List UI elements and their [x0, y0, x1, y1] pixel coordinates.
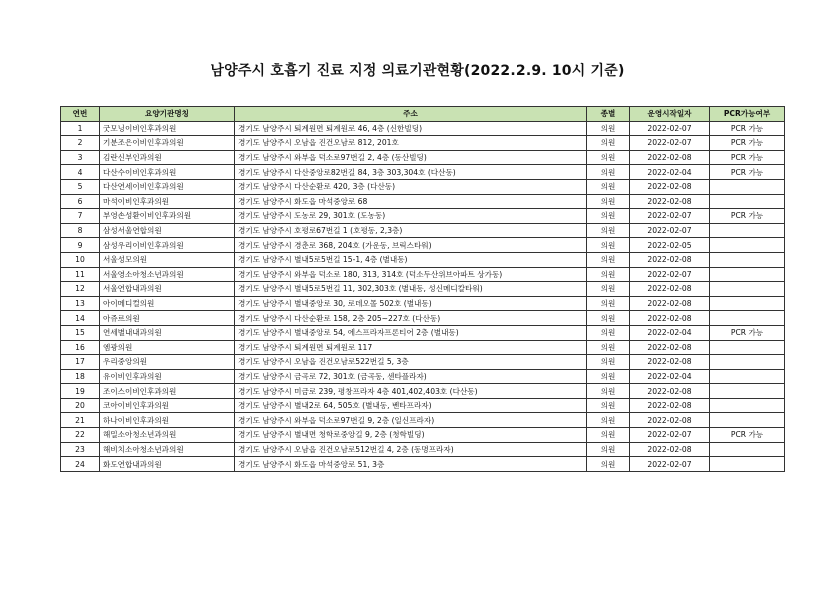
table-row [61, 457, 785, 472]
row-number: 19 [61, 384, 100, 399]
table-row [61, 311, 785, 326]
pcr-status: PCR 가능 [710, 121, 785, 136]
row-number: 6 [61, 194, 100, 209]
clinic-name: 조이스이비인후과의원 [100, 384, 235, 399]
start-date: 2022-02-08 [630, 296, 710, 311]
start-date: 2022-02-07 [630, 457, 710, 472]
document-title: 남양주시 호흡기 진료 지정 의료기관현황(2022.2.9. 10시 기준) [210, 63, 625, 79]
pcr-status: PCR 가능 [710, 325, 785, 340]
clinic-type: 의원 [587, 325, 630, 340]
clinic-address: 경기도 남양주시 다산순환로 420, 3층 (다산동) [235, 179, 587, 194]
table-header-row [61, 107, 785, 122]
table-body [61, 121, 785, 471]
clinic-type: 의원 [587, 311, 630, 326]
row-number: 9 [61, 238, 100, 253]
clinic-address: 경기도 남양주시 다산중앙로82번길 84, 3층 303,304호 (다산동) [235, 165, 587, 180]
pcr-status [710, 413, 785, 428]
table-row [61, 209, 785, 224]
table-row [61, 398, 785, 413]
clinic-address: 경기도 남양주시 별내2로 64, 505호 (별내동, 벤타프라자) [235, 398, 587, 413]
clinic-name: 서울영소아청소년과의원 [100, 267, 235, 282]
row-number: 17 [61, 355, 100, 370]
row-number: 11 [61, 267, 100, 282]
clinic-name: 유이비인후과의원 [100, 369, 235, 384]
clinic-address: 경기도 남양주시 와부읍 덕소로97번길 9, 2층 (일신프라자) [235, 413, 587, 428]
start-date: 2022-02-05 [630, 238, 710, 253]
clinic-type: 의원 [587, 223, 630, 238]
start-date: 2022-02-08 [630, 355, 710, 370]
start-date: 2022-02-08 [630, 413, 710, 428]
clinic-name: 코아이비인후과의원 [100, 398, 235, 413]
clinic-name: 연세별내내과의원 [100, 325, 235, 340]
row-number: 23 [61, 442, 100, 457]
header-start-date: 운영시작일자 [630, 107, 710, 122]
pcr-status [710, 457, 785, 472]
table-row [61, 384, 785, 399]
clinic-type: 의원 [587, 209, 630, 224]
clinic-table [60, 106, 785, 472]
clinic-type: 의원 [587, 384, 630, 399]
clinic-name: 다산연세이비인후과의원 [100, 179, 235, 194]
pcr-status: PCR 가능 [710, 428, 785, 443]
header-number: 연번 [61, 107, 100, 122]
row-number: 10 [61, 252, 100, 267]
table-row [61, 179, 785, 194]
pcr-status [710, 311, 785, 326]
row-number: 2 [61, 136, 100, 151]
start-date: 2022-02-08 [630, 340, 710, 355]
start-date: 2022-02-08 [630, 179, 710, 194]
table-row [61, 194, 785, 209]
clinic-name: 굿모닝이비인후과의원 [100, 121, 235, 136]
table-row [61, 355, 785, 370]
pcr-status [710, 296, 785, 311]
clinic-name: 김란신부인과의원 [100, 150, 235, 165]
start-date: 2022-02-08 [630, 194, 710, 209]
clinic-type: 의원 [587, 165, 630, 180]
row-number: 8 [61, 223, 100, 238]
clinic-type: 의원 [587, 355, 630, 370]
table-row [61, 238, 785, 253]
table-row [61, 442, 785, 457]
start-date: 2022-02-07 [630, 209, 710, 224]
clinic-address: 경기도 남양주시 화도읍 마석중앙로 68 [235, 194, 587, 209]
table-row [61, 136, 785, 151]
table-row [61, 121, 785, 136]
table-row [61, 223, 785, 238]
pcr-status [710, 355, 785, 370]
pcr-status: PCR 가능 [710, 165, 785, 180]
row-number: 18 [61, 369, 100, 384]
header-clinic-name: 요양기관명칭 [100, 107, 235, 122]
clinic-address: 경기도 남양주시 별내중앙로 54, 에스프라자프론티어 2층 (별내동) [235, 325, 587, 340]
start-date: 2022-02-07 [630, 136, 710, 151]
start-date: 2022-02-08 [630, 384, 710, 399]
clinic-name: 서울연합내과의원 [100, 282, 235, 297]
clinic-name: 하나이비인후과의원 [100, 413, 235, 428]
clinic-name: 해밀소아청소년과의원 [100, 428, 235, 443]
row-number: 5 [61, 179, 100, 194]
clinic-address: 경기도 남양주시 도농로 29, 301호 (도농동) [235, 209, 587, 224]
clinic-address: 경기도 남양주시 별내5로5번길 15-1, 4층 (별내동) [235, 252, 587, 267]
start-date: 2022-02-04 [630, 325, 710, 340]
row-number: 15 [61, 325, 100, 340]
row-number: 24 [61, 457, 100, 472]
clinic-name: 삼성서울연합의원 [100, 223, 235, 238]
table-row [61, 428, 785, 443]
clinic-type: 의원 [587, 398, 630, 413]
start-date: 2022-02-07 [630, 267, 710, 282]
header-type: 종별 [587, 107, 630, 122]
row-number: 21 [61, 413, 100, 428]
pcr-status [710, 194, 785, 209]
table-row [61, 340, 785, 355]
clinic-type: 의원 [587, 282, 630, 297]
clinic-address: 경기도 남양주시 다산순환로 158, 2층 205~227호 (다산동) [235, 311, 587, 326]
clinic-name: 서울성모의원 [100, 252, 235, 267]
clinic-address: 경기도 남양주시 오남읍 진건오남로522번길 5, 3층 [235, 355, 587, 370]
clinic-name: 다산수이비인후과의원 [100, 165, 235, 180]
start-date: 2022-02-04 [630, 369, 710, 384]
clinic-type: 의원 [587, 296, 630, 311]
table-row [61, 150, 785, 165]
start-date: 2022-02-08 [630, 311, 710, 326]
clinic-address: 경기도 남양주시 금곡로 72, 301호 (금곡동, 센타플라자) [235, 369, 587, 384]
clinic-address: 경기도 남양주시 화도읍 마석중앙로 51, 3층 [235, 457, 587, 472]
clinic-address: 경기도 남양주시 퇴계원면 퇴계원로 46, 4층 (신한빌딩) [235, 121, 587, 136]
pcr-status [710, 252, 785, 267]
clinic-name: 화도연합내과의원 [100, 457, 235, 472]
row-number: 12 [61, 282, 100, 297]
pcr-status [710, 369, 785, 384]
table-row [61, 369, 785, 384]
table-row [61, 413, 785, 428]
row-number: 22 [61, 428, 100, 443]
pcr-status [710, 398, 785, 413]
clinic-name: 마석이비인후과의원 [100, 194, 235, 209]
clinic-address: 경기도 남양주시 별내중앙로 30, 로데오몰 502호 (별내동) [235, 296, 587, 311]
pcr-status [710, 384, 785, 399]
clinic-type: 의원 [587, 428, 630, 443]
clinic-address: 경기도 남양주시 와부읍 덕소로 180, 313, 314호 (덕소두산위브아파트 상가동) [235, 267, 587, 282]
start-date: 2022-02-07 [630, 121, 710, 136]
clinic-type: 의원 [587, 413, 630, 428]
clinic-name: 아쥬르의원 [100, 311, 235, 326]
clinic-address: 경기도 남양주시 호평로67번길 1 (호평동, 2,3층) [235, 223, 587, 238]
pcr-status: PCR 가능 [710, 209, 785, 224]
clinic-type: 의원 [587, 369, 630, 384]
clinic-type: 의원 [587, 267, 630, 282]
clinic-type: 의원 [587, 194, 630, 209]
clinic-name: 삼성우리이비인후과의원 [100, 238, 235, 253]
header-address: 주소 [235, 107, 587, 122]
clinic-name: 해비치소아청소년과의원 [100, 442, 235, 457]
table-row [61, 282, 785, 297]
start-date: 2022-02-08 [630, 282, 710, 297]
row-number: 13 [61, 296, 100, 311]
row-number: 20 [61, 398, 100, 413]
clinic-type: 의원 [587, 179, 630, 194]
row-number: 16 [61, 340, 100, 355]
clinic-type: 의원 [587, 442, 630, 457]
clinic-type: 의원 [587, 136, 630, 151]
start-date: 2022-02-07 [630, 428, 710, 443]
clinic-name: 우리중앙의원 [100, 355, 235, 370]
clinic-type: 의원 [587, 457, 630, 472]
start-date: 2022-02-08 [630, 442, 710, 457]
start-date: 2022-02-08 [630, 252, 710, 267]
row-number: 3 [61, 150, 100, 165]
start-date: 2022-02-08 [630, 398, 710, 413]
clinic-address: 경기도 남양주시 오남읍 진건오남로 812, 201호 [235, 136, 587, 151]
start-date: 2022-02-08 [630, 150, 710, 165]
row-number: 14 [61, 311, 100, 326]
clinic-name: 엠광의원 [100, 340, 235, 355]
pcr-status [710, 282, 785, 297]
clinic-address: 경기도 남양주시 퇴계원면 퇴계원로 117 [235, 340, 587, 355]
clinic-type: 의원 [587, 238, 630, 253]
clinic-address: 경기도 남양주시 별내5로5번길 11, 302,303호 (별내동, 성신메디칼타워) [235, 282, 587, 297]
table-row [61, 325, 785, 340]
start-date: 2022-02-07 [630, 223, 710, 238]
table-row [61, 165, 785, 180]
clinic-address: 경기도 남양주시 경춘로 368, 204호 (가운동, 브릭스타워) [235, 238, 587, 253]
start-date: 2022-02-04 [630, 165, 710, 180]
pcr-status: PCR 가능 [710, 136, 785, 151]
pcr-status [710, 442, 785, 457]
clinic-type: 의원 [587, 252, 630, 267]
pcr-status [710, 267, 785, 282]
clinic-name: 부영손성환이비인후과의원 [100, 209, 235, 224]
pcr-status [710, 179, 785, 194]
pcr-status [710, 340, 785, 355]
table-row [61, 252, 785, 267]
header-pcr: PCR가능여부 [710, 107, 785, 122]
clinic-type: 의원 [587, 150, 630, 165]
row-number: 7 [61, 209, 100, 224]
row-number: 4 [61, 165, 100, 180]
clinic-type: 의원 [587, 340, 630, 355]
clinic-type: 의원 [587, 121, 630, 136]
clinic-address: 경기도 남양주시 오남읍 진건오남로512번길 4, 2층 (동명프라자) [235, 442, 587, 457]
pcr-status [710, 223, 785, 238]
clinic-address: 경기도 남양주시 와부읍 덕소로97번길 2, 4층 (동산빌딩) [235, 150, 587, 165]
clinic-address: 경기도 남양주시 미금로 239, 평창프라자 4층 401,402,403호 (다산동) [235, 384, 587, 399]
clinic-address: 경기도 남양주시 별내면 청학로중앙길 9, 2층 (청학빌딩) [235, 428, 587, 443]
clinic-name: 기분조은이비인후과의원 [100, 136, 235, 151]
pcr-status [710, 238, 785, 253]
pcr-status: PCR 가능 [710, 150, 785, 165]
row-number: 1 [61, 121, 100, 136]
table-row [61, 267, 785, 282]
table-row [61, 296, 785, 311]
clinic-name: 아이메디컬의원 [100, 296, 235, 311]
